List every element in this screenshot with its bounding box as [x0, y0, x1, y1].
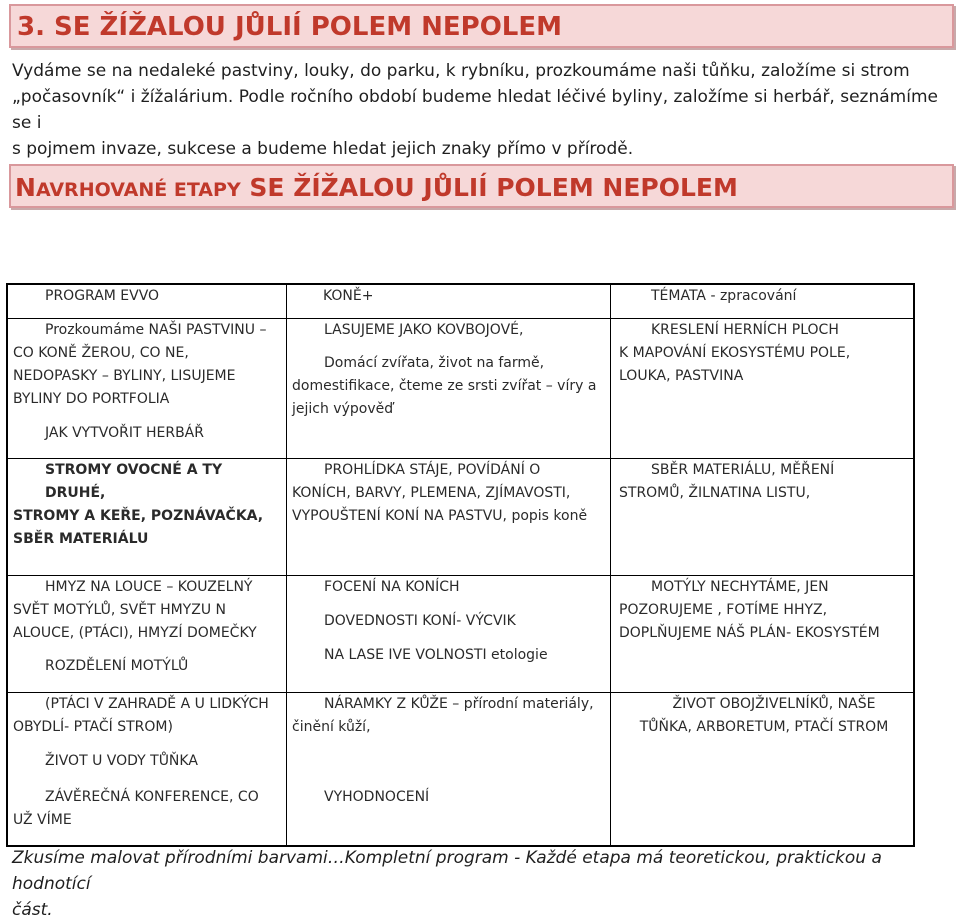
intro-paragraph — [12, 58, 952, 162]
table-cell: Prozkoumáme NAŠI PASTVINU – CO KONĚ ŽEROU, CO NE, NEDOPASKY – BYLINY, LISUJEME BYLINY DO PORTFOLIA JAK VYTVOŘIT HERBÁŘ — [13, 322, 267, 441]
table-cell: (PTÁCI V ZAHRADĚ A U LIDKÝCH OBYDLÍ- PTAČÍ STROM) ŽIVOT U VODY TŮŇKA ZÁVĚREČNÁ KONFERENCE, CO UŽ VÍME — [13, 696, 269, 828]
heading-first-letter: N — [15, 173, 36, 202]
intro-line: „počasovník“ i žížalárium. Podle ročního období budeme hledat léčivé byliny, založíme si herbář, seznámíme se i — [12, 87, 938, 133]
table-cell: KRESLENÍ HERNÍCH PLOCH K MAPOVÁNÍ EKOSYSTÉMU POLE, LOUKA, PASTVINA — [619, 322, 851, 384]
table-cell: HMYZ NA LOUCE – KOUZELNÝ SVĚT MOTÝLŮ, SVĚT HMYZU N ALOUCE, (PTÁCI), HMYZÍ DOMEČKY ROZDĚLENÍ MOTÝLŮ — [13, 579, 257, 674]
table-border-right — [913, 283, 915, 846]
table-header-cell: TÉMATA - zpracování — [651, 288, 797, 304]
table-cell: MOTÝLY NECHYTÁME, JEN POZORUJEME , FOTÍME HHYZ, DOPLŇUJEME NÁŠ PLÁN- EKOSYSTÉM — [619, 579, 880, 641]
table-cell: STROMY OVOCNÉ A TY DRUHÉ, STROMY A KEŘE, POZNÁVAČKA, SBĚR MATERIÁLU — [13, 462, 264, 547]
table-cell: LASUJEME JAKO KOVBOJOVÉ, Domácí zvířata, život na farmě, domestifikace, čteme ze srsti zvířat – víry a jejich výpověď — [292, 322, 597, 417]
table-header-cell: KONĚ+ — [323, 288, 374, 304]
footer-line: část. — [12, 900, 53, 920]
intro-line: s pojmem invaze, sukcese a budeme hledat jejich znaky přímo v přírodě. — [12, 139, 634, 159]
stages-heading — [11, 166, 952, 200]
footer-note — [12, 845, 947, 923]
table-cell: ŽIVOT OBOJŽIVELNÍKŮ, NAŠE TŮŇKA, ARBORETUM, PTAČÍ STROM — [639, 696, 889, 735]
table-cell: FOCENÍ NA KONÍCH DOVEDNOSTI KONÍ- VÝCVIK NA LASE IVE VOLNOSTI etologie — [324, 579, 548, 663]
heading-rest: SE ŽÍŽALOU JŮLIÍ POLEM NEPOLEM — [240, 173, 738, 202]
section-heading-box — [9, 4, 954, 48]
table-border-left — [6, 283, 8, 846]
table-col-divider — [286, 283, 287, 846]
table-header-cell: PROGRAM EVVO — [45, 288, 160, 304]
footer-line: Zkusíme malovat přírodními barvami…Kompletní program - Každé etapa má teoretickou, praktickou a hodnotící — [12, 848, 882, 894]
intro-line: Vydáme se na nedaleké pastviny, louky, do parku, k rybníku, prozkoumáme naši tůňku, založíme si strom — [12, 61, 910, 81]
table-col-divider — [610, 283, 611, 846]
stages-heading-box — [9, 164, 954, 208]
table-cell: SBĚR MATERIÁLU, MĚŘENÍ STROMŮ, ŽILNATINA LISTU, — [619, 462, 835, 501]
table-cell: NÁRAMKY Z KŮŽE – přírodní materiály, činění kůží, VYHODNOCENÍ — [292, 696, 594, 805]
section-heading: 3. SE ŽÍŽALOU JŮLIÍ POLEM NEPOLEM — [17, 12, 563, 42]
table-cell: PROHLÍDKA STÁJE, POVÍDÁNÍ O KONÍCH, BARVY, PLEMENA, ZJÍMAVOSTI, VYPOUŠTENÍ KONÍ NA PASTVU, popis koně — [292, 462, 588, 524]
heading-smallcaps: AVRHOVANÉ ETAPY — [35, 179, 241, 201]
